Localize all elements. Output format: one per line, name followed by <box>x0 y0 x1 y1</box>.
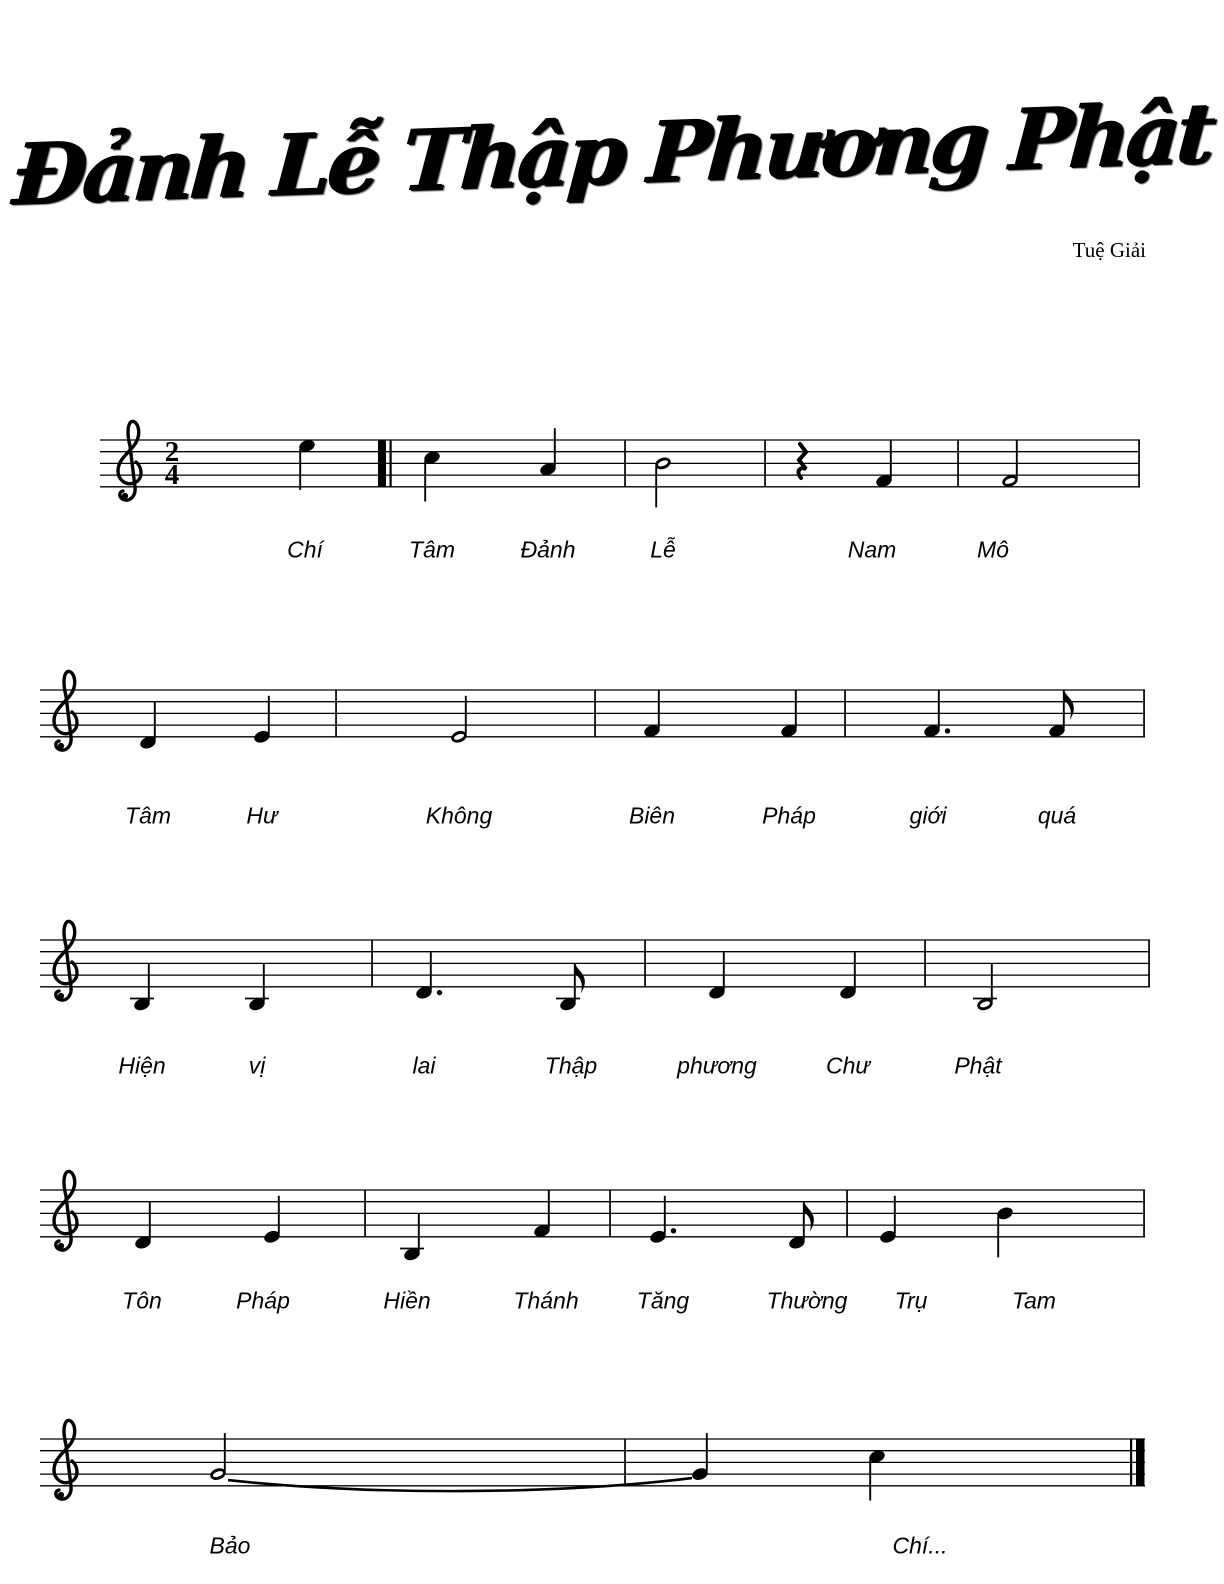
lyric-syllable: Chư <box>826 1052 870 1079</box>
lyric-syllable: giới <box>909 802 947 829</box>
lyric-syllable: Lễ <box>650 536 676 563</box>
lyric-syllable: Trụ <box>894 1287 928 1314</box>
author-credit: Tuệ Giải <box>1072 238 1146 262</box>
lyric-syllable: Đảnh <box>520 536 576 563</box>
lyric-syllable: Không <box>425 802 493 829</box>
lyric-syllable: Thập <box>544 1052 598 1079</box>
lyric-syllable: lai <box>412 1052 436 1079</box>
lyric-syllable: Mô <box>977 536 1009 563</box>
lyric-syllable: Tâm <box>409 536 455 563</box>
lyric-syllable: Tam <box>1012 1287 1056 1314</box>
lyric-syllable: Hư <box>246 802 278 829</box>
lyric-syllable: Pháp <box>236 1287 290 1314</box>
lyric-syllable: Thánh <box>513 1287 579 1314</box>
lyric-syllable: Chí <box>287 536 323 563</box>
lyric-syllable: Pháp <box>762 802 816 829</box>
lyric-syllable: Hiện <box>118 1052 166 1079</box>
time-signature: 4 <box>164 459 180 491</box>
lyric-syllable: Tôn <box>122 1287 162 1314</box>
lyric-syllable: Nam <box>847 536 897 563</box>
lyric-syllable: Tâm <box>125 802 171 829</box>
lyric-syllable: Hiền <box>383 1287 431 1314</box>
lyric-syllable: Bảo <box>209 1532 251 1559</box>
lyric-syllable: Biên <box>628 802 676 829</box>
lyric-syllable: Tăng <box>636 1287 690 1314</box>
lyric-syllable: Phật <box>954 1052 1002 1079</box>
time-signature: 2 <box>164 436 180 468</box>
lyric-syllable: vị <box>248 1052 266 1079</box>
song-title: Đảnh Lễ Thập Phương Phật <box>9 83 1215 225</box>
lyric-syllable: quá <box>1037 802 1077 829</box>
lyric-syllable: Chí... <box>892 1532 948 1559</box>
lyric-syllable: Thường <box>766 1287 848 1314</box>
lyric-syllable: phương <box>677 1052 757 1079</box>
